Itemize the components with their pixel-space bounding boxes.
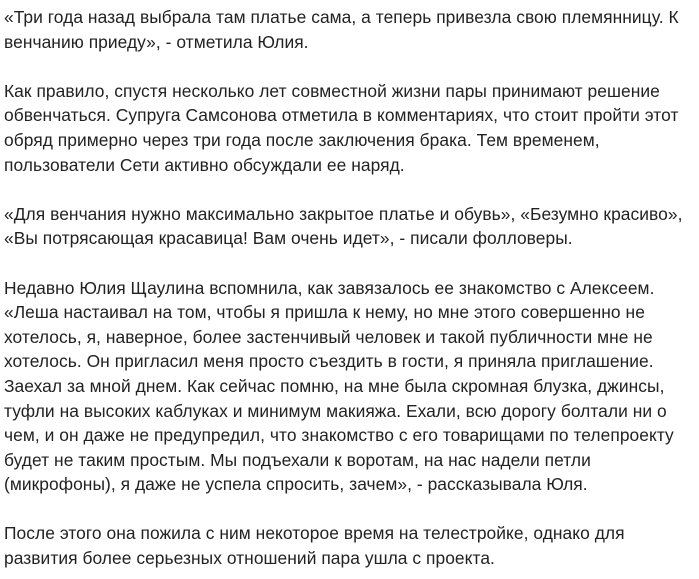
paragraph-acquaintance-story xyxy=(4,276,692,497)
text-line: «Для венчания нужно максимально закрытое платье и обувь», «Безумно красиво», xyxy=(4,203,683,224)
paragraph-tradition xyxy=(4,79,692,177)
article-body xyxy=(4,5,692,571)
paragraph-quote-wedding xyxy=(4,5,692,54)
text-line: «Леша настаивал на том, чтобы я пришла к нему, но мне этого совершенно не xyxy=(4,302,645,323)
text-line: хотелось. Он пригласил меня просто съездить в гости, я приняла приглашение. xyxy=(4,351,654,372)
text-line: Заехал за мной днем. Как сейчас помню, на мне была скромная блузка, джинсы, xyxy=(4,375,665,396)
paragraph-after-show xyxy=(4,521,692,570)
text-line: (микрофоны), я даже не успела спросить, зачем», - рассказывала Юля. xyxy=(4,474,588,495)
text-line: После этого она пожила с ним некоторое время на телестройке, однако для xyxy=(4,523,625,544)
text-line: чем, и он даже не предупредил, что знакомство с его товарищами по телепроекту xyxy=(4,425,674,446)
text-line: развития более серьезных отношений пара ушла с проекта. xyxy=(4,548,495,569)
text-line: будет не таким простым. Мы подъехали к воротам, на нас надели петли xyxy=(4,449,591,470)
text-line: «Вы потрясающая красавица! Вам очень идет», - писали фолловеры. xyxy=(4,228,573,249)
text-line: туфли на высоких каблуках и минимум макияжа. Ехали, всю дорогу болтали ни о xyxy=(4,400,667,421)
text-line: пользователи Сети активно обсуждали ее наряд. xyxy=(4,154,405,175)
text-line: обвенчаться. Супруга Самсонова отметила в комментариях, что стоит пройти этот xyxy=(4,105,679,126)
text-line: Как правило, спустя несколько лет совместной жизни пары принимают решение xyxy=(4,80,660,101)
text-line: хотелось, я, наверное, более застенчивый человек и такой публичности мне не xyxy=(4,326,653,347)
text-line: венчанию приеду», - отметила Юлия. xyxy=(4,31,309,52)
text-line: «Три года назад выбрала там платье сама, а теперь привезла свою племянницу. К xyxy=(4,7,679,27)
paragraph-follower-comments xyxy=(4,202,692,251)
text-line: обряд примерно через три года после заключения брака. Тем временем, xyxy=(4,129,600,150)
text-line: Недавно Юлия Щаулина вспомнила, как завязалось ее знакомство с Алексеем. xyxy=(4,277,655,298)
